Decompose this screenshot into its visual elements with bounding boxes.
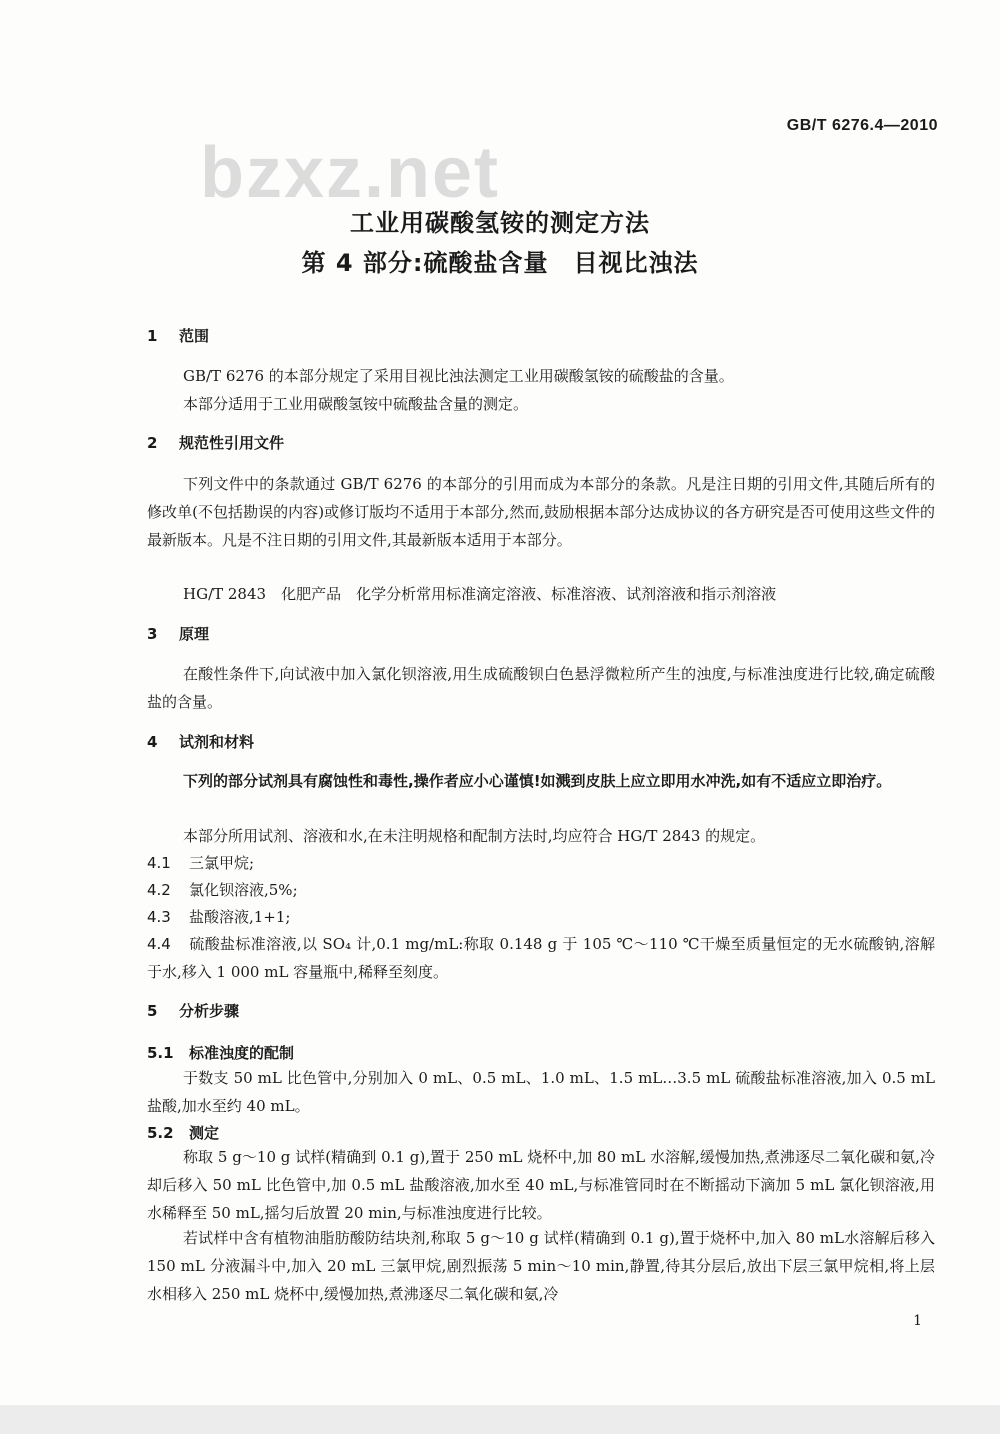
list-item [147,876,935,904]
paragraph: 本部分适用于工业用碳酸氢铵中硫酸盐含量的测定。 [183,395,529,413]
subsection-number: 5.1 [147,1044,174,1062]
item-number: 4.1 [147,854,171,872]
section-title: 分析步骤 [179,1002,240,1020]
section-number: 1 [147,327,158,345]
paragraph: 本部分所用试剂、溶液和水,在未注明规格和配制方法时,均应符合 HG/T 2843 的规定。 [183,827,766,845]
title-line-2: 第 4 部分:硫酸盐含量 目视比浊法 [301,249,699,277]
item-text: 三氯甲烷; [189,854,255,872]
normative-reference: HG/T 2843 化肥产品 化学分析常用标准滴定溶液、标准溶液、试剂溶液和指示剂溶液 [183,585,777,603]
item-number: 4.3 [147,908,171,926]
paragraph: 在酸性条件下,向试液中加入氯化钡溶液,用生成硫酸钡白色悬浮微粒所产生的浊度,与标准浊度进行比较,确定硫酸盐的含量。 [147,665,935,711]
paragraph: 下列文件中的条款通过 GB/T 6276 的本部分的引用而成为本部分的条款。凡是注日期的引用文件,其随后所有的修改单(不包括勘误的内容)或修订版均不适用于本部分,然而,鼓励根据本部分达成协议的各方研究是否可使用这些文件的最新版本。凡是不注日期的引用文件,其最新版本适用于本部分。 [147,475,935,549]
item-text: 盐酸溶液,1+1; [189,908,291,926]
section-5-heading [147,1000,239,1021]
standard-number: GB/T 6276.4—2010 [786,117,938,134]
section-number: 3 [147,625,158,643]
page-number: 1 [913,1313,922,1329]
subsection-title: 测定 [189,1124,220,1142]
section-number: 4 [147,733,158,751]
subsection-title: 标准浊度的配制 [189,1044,295,1062]
section-1-heading [147,325,209,346]
section-number: 5 [147,1002,158,1020]
list-item [147,930,935,986]
paragraph: 于数支 50 mL 比色管中,分别加入 0 mL、0.5 mL、1.0 mL、1.5 mL…3.5 mL 硫酸盐标准溶液,加入 0.5 mL 盐酸,加水至约 40 mL。 [147,1069,935,1115]
section-number: 2 [147,434,158,452]
paragraph: GB/T 6276 的本部分规定了采用目视比浊法测定工业用碳酸氢铵的硫酸盐的含量。 [183,367,734,385]
section-title: 范围 [179,327,210,345]
list-item [147,903,935,931]
item-text: 硫酸盐标准溶液,以 SO₄ 计,0.1 mg/mL:称取 0.148 g 于 105 ℃～110 ℃干燥至质量恒定的无水硫酸钠,溶解于水,移入 1 000 mL 容量瓶中,稀释至刻度。 [147,935,935,981]
section-title: 试剂和材料 [179,733,255,751]
paragraph: 若试样中含有植物油脂肪酸防结块剂,称取 5 g～10 g 试样(精确到 0.1 g),置于烧杯中,加入 80 mL水溶解后移入 150 mL 分液漏斗中,加入 20 mL 三氯甲烷,剧烈振荡 5 min～10 min,静置,待其分层后,放出下层三氯甲烷相,将上层水相移入 250 mL 烧杯中,缓慢加热,煮沸逐尽二氧化碳和氨,冷 [147,1229,935,1303]
viewer-bottom-band [0,1405,1000,1434]
watermark: bzxz.net [200,133,501,213]
section-2-heading [147,432,284,453]
section-4-heading [147,731,254,752]
list-item [147,849,935,877]
section-title: 原理 [179,625,210,643]
item-number: 4.4 [147,935,171,953]
title-line-1: 工业用碳酸氢铵的测定方法 [350,209,650,237]
item-number: 4.2 [147,881,171,899]
subsection-number: 5.2 [147,1124,174,1142]
paragraph: 称取 5 g～10 g 试样(精确到 0.1 g),置于 250 mL 烧杯中,加 80 mL 水溶解,缓慢加热,煮沸逐尽二氧化碳和氨,冷却后移入 50 mL 比色管中,加 0.5 mL 盐酸溶液,加水至 40 mL,与标准管同时在不断摇动下滴加 5 mL 氯化钡溶液,用水稀释至 50 mL,摇匀后放置 20 min,与标准浊度进行比较。 [147,1148,935,1222]
subsection-5-2-heading [147,1122,219,1143]
item-text: 氯化钡溶液,5%; [189,881,298,899]
warning-paragraph: 下列的部分试剂具有腐蚀性和毒性,操作者应小心谨慎!如溅到皮肤上应立即用水冲洗,如有不适应立即治疗。 [183,772,892,790]
subsection-5-1-heading [147,1042,294,1063]
section-title: 规范性引用文件 [179,434,285,452]
section-3-heading [147,623,209,644]
